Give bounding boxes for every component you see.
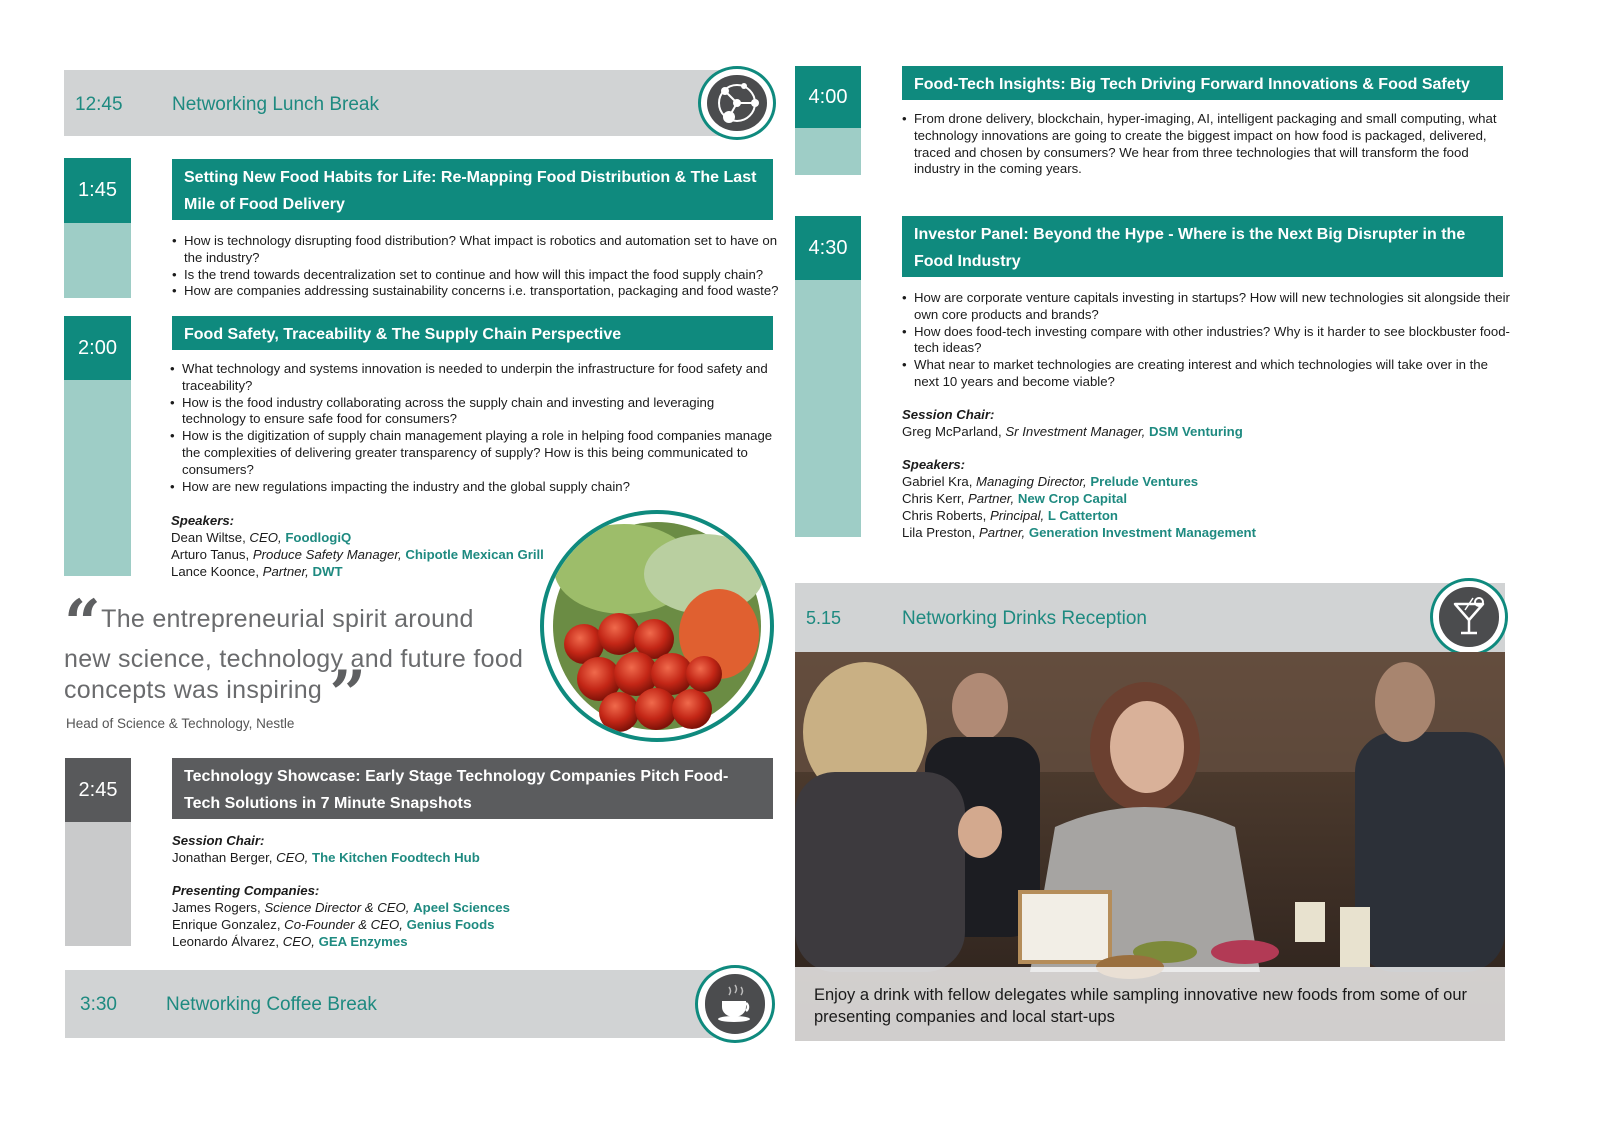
session-200-speakers bbox=[171, 512, 544, 580]
speaker-org-link[interactable]: FoodlogiQ bbox=[285, 530, 352, 545]
session-400-timeline bbox=[795, 128, 861, 175]
testimonial-quote: “The entrepreneurial spirit around new science, technology and future food concepts was inspiring ” bbox=[64, 586, 524, 732]
chair-org-link[interactable]: DSM Venturing bbox=[1149, 424, 1243, 439]
bullet-item: • How are new regulations impacting the industry and the global supply chain? bbox=[182, 479, 780, 496]
bullet-item: • From drone delivery, blockchain, hyper-imaging, AI, intelligent packaging and small computing, what technology innovations are going to create the biggest impact on how food is packaged, delivered, traced and chosen by consumers? We hear from three technologies that will transform the food industry in the coming years. bbox=[914, 111, 1514, 178]
session-400-title: Food-Tech Insights: Big Tech Driving Forward Innovations & Food Safety bbox=[902, 66, 1503, 100]
session-145-time: 1:45 bbox=[64, 158, 131, 223]
session-400-time: 4:00 bbox=[795, 66, 861, 128]
speakers-label: Speakers: bbox=[171, 513, 235, 528]
session-145-timeline bbox=[64, 223, 131, 298]
lunch-time: 12:45 bbox=[75, 94, 123, 115]
company-line: James Rogers, Science Director & CEO, Apeel Sciences bbox=[172, 900, 510, 915]
reception-photo bbox=[795, 652, 1505, 1041]
speaker-org-link[interactable]: Chipotle Mexican Grill bbox=[405, 547, 544, 562]
quote-attribution: Head of Science & Technology, Nestle bbox=[66, 716, 295, 731]
speaker-org-link[interactable]: Prelude Ventures bbox=[1090, 474, 1199, 489]
coffee-title: Networking Coffee Break bbox=[166, 994, 377, 1015]
session-430-timeline bbox=[795, 280, 861, 537]
chair-line: Jonathan Berger, CEO, The Kitchen Foodtech Hub bbox=[172, 850, 480, 865]
session-245-timeline bbox=[65, 822, 131, 946]
session-430-bullets bbox=[902, 290, 1514, 391]
session-430-title: Investor Panel: Beyond the Hype - Where is the Next Big Disrupter in the Food Industry bbox=[902, 216, 1503, 277]
speaker-org-link[interactable]: DWT bbox=[312, 564, 343, 579]
session-245-title: Technology Showcase: Early Stage Technology Companies Pitch Food-Tech Solutions in 7 Minute Snapshots bbox=[172, 758, 773, 819]
session-145-title: Setting New Food Habits for Life: Re-Mapping Food Distribution & The Last Mile of Food Delivery bbox=[172, 159, 773, 220]
company-org-link[interactable]: Genius Foods bbox=[406, 917, 495, 932]
drinks-time: 5.15 bbox=[806, 608, 842, 628]
drinks-caption: Enjoy a drink with fellow delegates while sampling innovative new foods from some of our presenting companies and local start-ups bbox=[814, 986, 1467, 1026]
coffee-time: 3:30 bbox=[80, 994, 117, 1015]
session-200-time: 2:00 bbox=[64, 316, 131, 380]
coffee-cup-icon bbox=[695, 965, 775, 1043]
speaker-line: Lila Preston, Partner, Generation Investment Management bbox=[902, 525, 1256, 540]
bullet-item: • How are corporate venture capitals investing in startups? How will new technologies sit alongside their own core products and brands? bbox=[914, 290, 1514, 324]
open-quote-mark: “ bbox=[64, 586, 102, 661]
speaker-org-link[interactable]: Generation Investment Management bbox=[1028, 525, 1256, 540]
close-quote-mark: ” bbox=[329, 657, 367, 732]
bullet-item: • Is the trend towards decentralization set to continue and how will this impact the food supply chain? bbox=[184, 267, 784, 284]
company-org-link[interactable]: Apeel Sciences bbox=[413, 900, 510, 915]
bullet-item: • How is the food industry collaborating across the supply chain and investing and leveraging technology to ensure safe food for consumers? bbox=[182, 395, 780, 429]
bullet-item: • How is the digitization of supply chain management playing a role in helping food companies manage the complexities of delivering greater transparency of supply? How is this being communicated to consumers? bbox=[182, 428, 780, 478]
bullet-item: • How are companies addressing sustainability concerns i.e. transportation, packaging and food waste? bbox=[184, 283, 784, 300]
session-400-bullets bbox=[902, 111, 1514, 178]
lunch-title: Networking Lunch Break bbox=[172, 94, 379, 115]
bullet-item: • How is technology disrupting food distribution? What impact is robotics and automation set to have on the industry? bbox=[184, 233, 784, 267]
drinks-title: Networking Drinks Reception bbox=[902, 608, 1147, 629]
session-chair-label: Session Chair: bbox=[902, 407, 995, 422]
cocktail-glass-icon bbox=[1430, 578, 1508, 656]
network-icon bbox=[698, 66, 776, 140]
session-430-people bbox=[902, 406, 1256, 541]
speakers-label: Speakers: bbox=[902, 457, 966, 472]
chair-line: Greg McParland, Sr Investment Manager, DSM Venturing bbox=[902, 424, 1243, 439]
speaker-line: Arturo Tanus, Produce Safety Manager, Chipotle Mexican Grill bbox=[171, 547, 544, 562]
company-org-link[interactable]: GEA Enzymes bbox=[318, 934, 408, 949]
session-245-time: 2:45 bbox=[65, 758, 131, 822]
session-245-people bbox=[172, 832, 510, 950]
speaker-line: Gabriel Kra, Managing Director, Prelude Ventures bbox=[902, 474, 1199, 489]
company-line: Leonardo Álvarez, CEO, GEA Enzymes bbox=[172, 934, 408, 949]
bullet-item: • How does food-tech investing compare with other industries? Why is it harder to see blockbuster food-tech ideas? bbox=[914, 324, 1514, 358]
speaker-line: Dean Wiltse, CEO, FoodlogiQ bbox=[171, 530, 352, 545]
session-430-time: 4:30 bbox=[795, 216, 861, 280]
presenting-companies-label: Presenting Companies: bbox=[172, 883, 320, 898]
company-line: Enrique Gonzalez, Co-Founder & CEO, Genius Foods bbox=[172, 917, 495, 932]
speaker-line: Chris Roberts, Principal, L Catterton bbox=[902, 508, 1118, 523]
session-200-title: Food Safety, Traceability & The Supply Chain Perspective bbox=[172, 316, 773, 350]
vegetables-photo bbox=[540, 510, 774, 742]
speaker-org-link[interactable]: L Catterton bbox=[1047, 508, 1118, 523]
lunch-break-bar bbox=[64, 70, 740, 136]
speaker-line: Chris Kerr, Partner, New Crop Capital bbox=[902, 491, 1127, 506]
session-145-bullets bbox=[172, 233, 784, 300]
bullet-item: • What near to market technologies are creating interest and which technologies will take over in the next 10 years and become viable? bbox=[914, 357, 1514, 391]
speaker-org-link[interactable]: New Crop Capital bbox=[1017, 491, 1127, 506]
chair-org-link[interactable]: The Kitchen Foodtech Hub bbox=[312, 850, 480, 865]
session-chair-label: Session Chair: bbox=[172, 833, 265, 848]
bullet-item: • What technology and systems innovation is needed to underpin the infrastructure for food safety and traceability? bbox=[182, 361, 780, 395]
session-200-bullets bbox=[170, 361, 780, 495]
session-200-timeline bbox=[64, 380, 131, 576]
speaker-line: Lance Koonce, Partner, DWT bbox=[171, 564, 343, 579]
